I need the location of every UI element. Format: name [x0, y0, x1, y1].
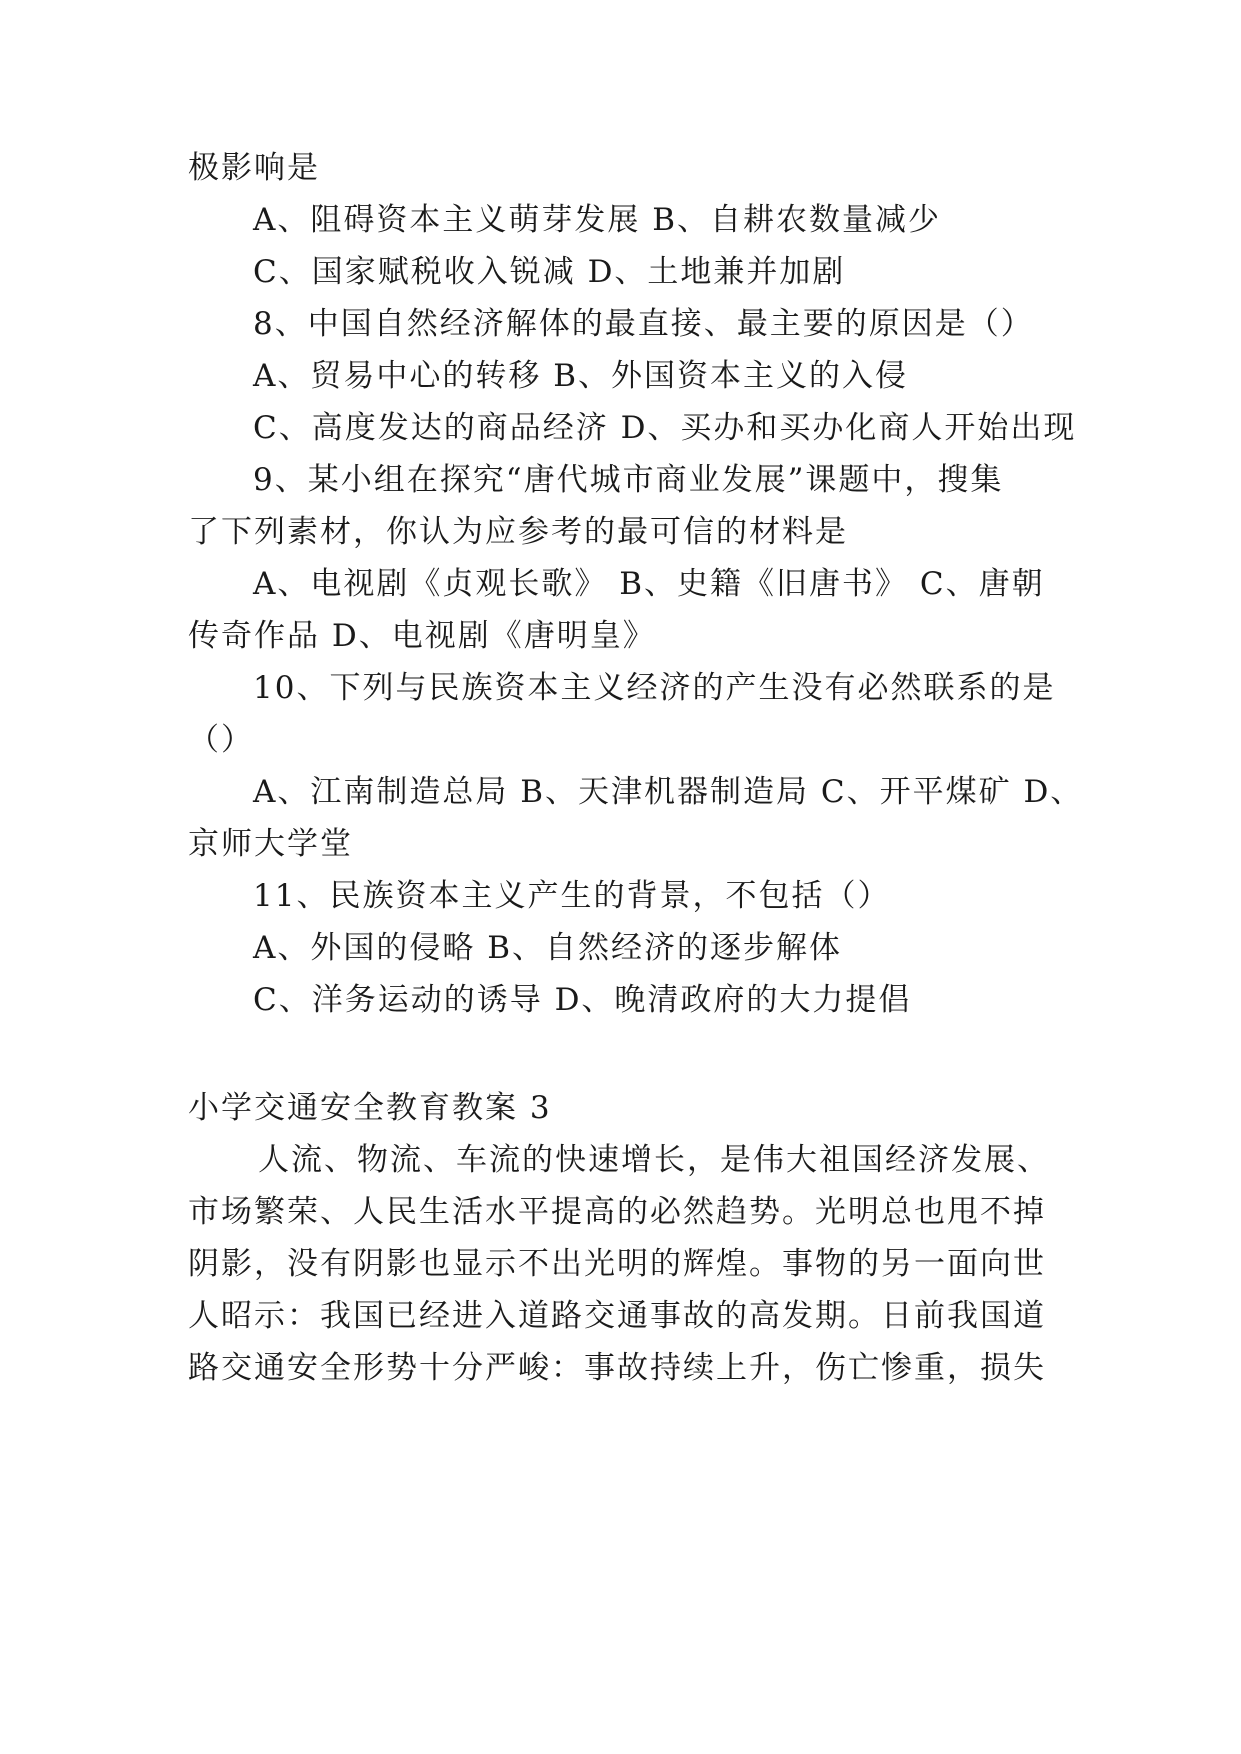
option-line: A、江南制造总局 B、天津机器制造局 C、开平煤矿 D、	[253, 774, 1084, 810]
option-line: A、外国的侵略 B、自然经济的逐步解体	[253, 930, 843, 966]
option-line: A、阻碍资本主义萌芽发展 B、自耕农数量减少	[253, 202, 942, 238]
text-line: 了下列素材，你认为应参考的最可信的材料是	[188, 514, 848, 550]
text-line: （）	[188, 722, 254, 758]
paragraph-line: 人昭示：我国已经进入道路交通事故的高发期。日前我国道	[188, 1298, 1046, 1334]
question-9: 9、某小组在探究“唐代城市商业发展”课题中，搜集	[253, 462, 1004, 498]
paragraph-line: 市场繁荣、人民生活水平提高的必然趋势。光明总也甩不掉	[188, 1194, 1046, 1230]
paragraph-line: 阴影，没有阴影也显示不出光明的辉煌。事物的另一面向世	[188, 1246, 1046, 1282]
option-line: C、高度发达的商品经济 D、买办和买办化商人开始出现	[253, 410, 1077, 446]
option-line: A、贸易中心的转移 B、外国资本主义的入侵	[253, 358, 909, 394]
question-10: 10、下列与民族资本主义经济的产生没有必然联系的是	[253, 670, 1056, 706]
option-line: C、国家赋税收入锐减 D、土地兼并加剧	[253, 254, 846, 290]
option-line: C、洋务运动的诱导 D、晚清政府的大力提倡	[253, 982, 912, 1018]
text-line: 传奇作品 D、电视剧《唐明皇》	[188, 618, 656, 654]
paragraph-line: 人流、物流、车流的快速增长，是伟大祖国经济发展、	[258, 1142, 1050, 1178]
paragraph-line: 路交通安全形势十分严峻：事故持续上升，伤亡惨重，损失	[188, 1350, 1046, 1386]
question-8: 8、中国自然经济解体的最直接、最主要的原因是（）	[253, 306, 1034, 342]
text-line: 京师大学堂	[188, 826, 353, 862]
option-line: A、电视剧《贞观长歌》 B、史籍《旧唐书》 C、唐朝	[253, 566, 1045, 602]
section-title: 小学交通安全教育教案 3	[188, 1090, 552, 1126]
question-11: 11、民族资本主义产生的背景，不包括（）	[253, 878, 891, 914]
text-line: 极影响是	[188, 150, 320, 186]
